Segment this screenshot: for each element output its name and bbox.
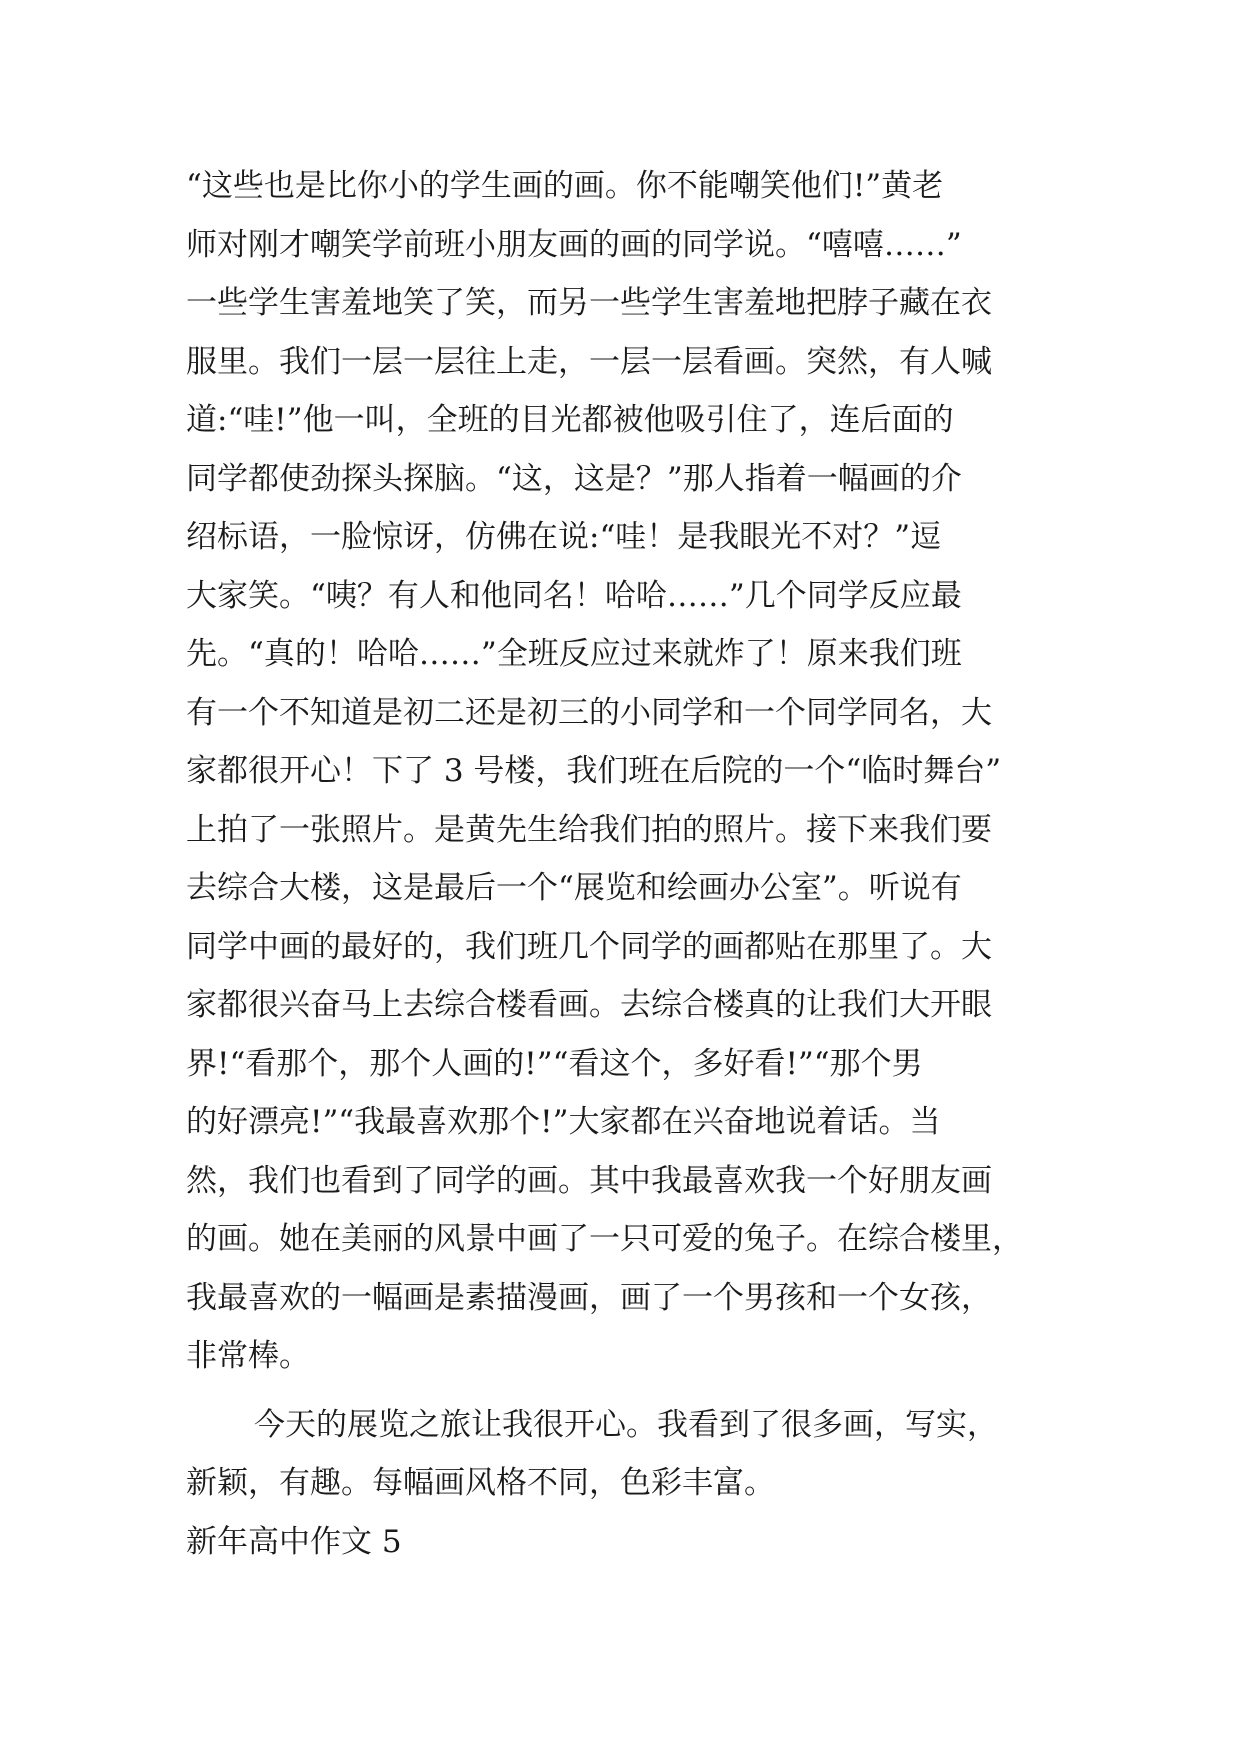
text-line: 同学中画的最好的，我们班几个同学的画都贴在那里了。大 [186,928,992,965]
text-line: 先。“真的！哈哈……”全班反应过来就炸了！原来我们班 [186,636,962,672]
section-heading: 新年高中作文 5 [186,1523,402,1560]
text-line: 非常棒。 [186,1338,310,1374]
text-line: 大家笑。“咦？有人和他同名！哈哈……”几个同学反应最 [186,577,962,614]
text-line: 有一个不知道是初二还是初三的小同学和一个同学同名，大 [186,694,992,731]
text-line: 道:“哇!”他一叫，全班的目光都被他吸引住了，连后面的 [186,402,954,438]
text-line: 新颖，有趣。每幅画风格不同，色彩丰富。 [186,1465,775,1501]
paragraph-gap [186,1386,1066,1396]
text-line: “这些也是比你小的学生画的画。你不能嘲笑他们!”黄老 [186,168,944,204]
text-line: 绍标语，一脸惊讶，仿佛在说:“哇！是我眼光不对？”逗 [186,519,942,555]
text-line: 的画。她在美丽的风景中画了一只可爱的兔子。在综合楼里， [186,1221,1023,1257]
text-line: 的好漂亮!”“我最喜欢那个!”大家都在兴奋地说着话。当 [186,1104,941,1140]
text-line: 上拍了一张照片。是黄先生给我们拍的照片。接下来我们要 [186,811,992,848]
text-line: 我最喜欢的一幅画是素描漫画，画了一个男孩和一个女孩， [186,1279,992,1316]
text-line: 今天的展览之旅让我很开心。我看到了很多画，写实， [254,1406,998,1443]
paragraph-1 [186,157,1066,1386]
text-line: 同学都使劲探头探脑。“这，这是？”那人指着一幅画的介 [186,460,962,497]
text-line: 师对刚才嘲笑学前班小朋友画的画的同学说。“嘻嘻……” [186,226,962,263]
text-line: 然，我们也看到了同学的画。其中我最喜欢我一个好朋友画 [186,1162,992,1199]
text-line: 去综合大楼，这是最后一个“展览和绘画办公室”。听说有 [186,870,962,906]
text-line: 一些学生害羞地笑了笑，而另一些学生害羞地把脖子藏在衣 [186,285,992,321]
text-line: 界!“看那个，那个人画的!”“看这个，多好看!”“那个男 [186,1045,923,1082]
paragraph-2 [186,1396,1066,1513]
text-line: 家都很兴奋马上去综合楼看画。去综合楼真的让我们大开眼 [186,987,992,1023]
document-body [186,157,1066,1571]
text-line: 服里。我们一层一层往上走，一层一层看画。突然，有人喊 [186,343,992,380]
text-line: 家都很开心！下了 3 号楼，我们班在后院的一个“临时舞台” [186,753,1002,789]
